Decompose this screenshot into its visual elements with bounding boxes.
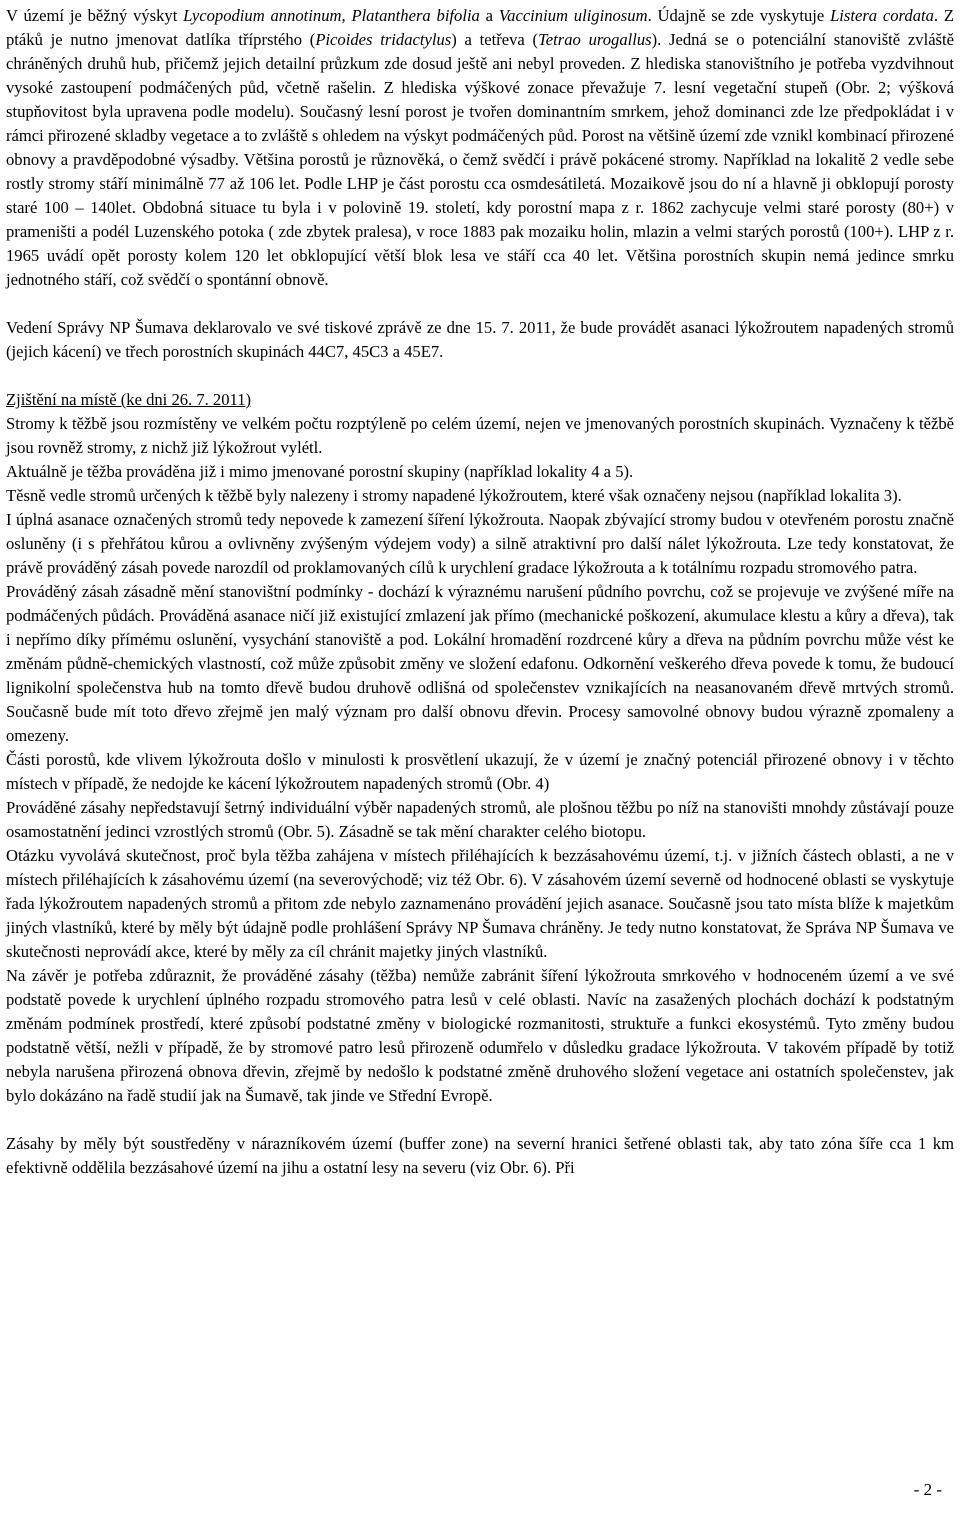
paragraph-habitat [6, 4, 954, 292]
paragraph-findings-2: Aktuálně je těžba prováděna již i mimo jmenované porostní skupiny (například lokality 4 a 5). [6, 462, 634, 481]
species-name: Lycopodium annotinum, Platanthera bifolia [183, 6, 480, 25]
paragraph-findings-8: Otázku vyvolává skutečnost, proč byla těžba zahájena v místech přiléhajících k bezzásahovému území, t.j. v jižních částech oblasti, a ne v místech přiléhajících k zásahovému území (na severovýchodě; viz též Obr. 6). V zásahovém území severně od hodnocené oblasti se vyskytuje řada lýkožroutem napadených stromů a přitom zde nebylo zaznamenáno provádění jejich asanace. Současně jsou tato místa blíže k majetkům jiných vlastníků, které by měly být údajně podle prohlášení Správy NP Šumava chráněny. Je tedy nutno konstatovat, že Správa NP Šumava ve skutečnosti neprovádí akce, které by měly za cíl chránit majetky jiných vlastníků. [6, 846, 954, 961]
text-run: . Údajně se zde vyskytuje [647, 6, 831, 25]
page-number: - 2 - [913, 1480, 942, 1499]
paragraph-press-release: Vedení Správy NP Šumava deklarovalo ve své tiskové zprávě ze dne 15. 7. 2011, že bude provádět asanaci lýkožroutem napadených stromů (jejich kácení) ve třech porostních skupinách 44C7, 45C3 a 45E7. [6, 318, 954, 361]
species-name: Picoides tridactylus [315, 30, 452, 49]
paragraph-findings-5: Prováděný zásah zásadně mění stanovištní podmínky - dochází k výraznému narušení půdního povrchu, což se projevuje ve zvýšené míře na podmáčených půdách. Prováděná asanace ničí již existující zmlazení jak přímo (mechanické poškození, akumulace klestu a kůry a dřeva), tak i nepřímo díky přímému oslunění, vysychání stanoviště a pod. Lokální hromadění rozdrcené kůry a dřeva na půdním povrchu může vést ke změnám půdně-chemických vlastností, což může způsobit změny ve složení edafonu. Odkornění veškerého dřeva povede k tomu, že budoucí lignikolní společenstva hub na tomto dřevě budou druhově odlišná od společenstev vznikajících na neasanovaném dřevě mrtvých stromů. Současně bude mít toto dřevo zřejmě jen malý význam pro další obnovu dřevin. Procesy samovolné obnovy budou výrazně zpomaleny a omezeny. [6, 582, 954, 745]
section-heading: Zjištění na místě (ke dni 26. 7. 2011) [6, 390, 252, 409]
text-run: a [479, 6, 499, 25]
text-run: . Z ptáků je nutno jmenovat datlíka tříprstého ( [6, 6, 955, 49]
species-name: Vaccinium uliginosum [498, 6, 648, 25]
paragraph-gap [6, 364, 954, 388]
text-run: V území je běžný výskyt [6, 6, 184, 25]
text-run: ) a tetřeva ( [451, 30, 539, 49]
paragraph-findings-1: Stromy k těžbě jsou rozmístěny ve velkém počtu rozptýleně po celém území, nejen ve jmenovaných porostních skupinách. Vyznačeny k těžbě jsou rovněž stromy, z nichž již lýkožrout vylétl. [6, 414, 954, 457]
paragraph-findings-7: Prováděné zásahy nepředstavují šetrný individuální výběr napadených stromů, ale plošnou těžbu po níž na stanovišti mnohdy zůstávají pouze osamostatnění jedinci vzrostlých stromů (Obr. 5). Zásadně se tak mění charakter celého biotopu. [6, 798, 954, 841]
paragraph-findings-3: Těsně vedle stromů určených k těžbě byly nalezeny i stromy napadené lýkožroutem, které však označeny nejsou (například lokalita 3). [6, 486, 902, 505]
paragraph-buffer-zone: Zásahy by měly být soustředěny v nárazníkovém území (buffer zone) na severní hranici šetřené oblasti tak, aby tato zóna šíře cca 1 km efektivně oddělila bezzásahové území na jihu a ostatní lesy na severu (viz Obr. 6). Při [6, 1134, 954, 1177]
paragraph-findings-6: Části porostů, kde vlivem lýkožrouta došlo v minulosti k prosvětlení ukazují, že v území je značný potenciál přirozené obnovy i v těchto místech v případě, že nedojde ke kácení lýkožroutem napadených stromů (Obr. 4) [6, 750, 954, 793]
paragraph-conclusion: Na závěr je potřeba zdůraznit, že prováděné zásahy (těžba) nemůže zabránit šíření lýkožrouta smrkového v hodnoceném území a ve své podstatě povede k urychlení úplného rozpadu stromového patra lesů v celé oblasti. Navíc na zasažených plochách dochází k podstatným změnám podmínek prostředí, které způsobí podstatné změny v biologické rozmanitosti, struktuře a funkci ekosystémů. Tyto změny budou podstatně větší, nežli v případě, že by stromové patro lesů přirozeně odumřelo v důsledku gradace lýkožrouta. V takovém případě by totiž nebyla narušena přirozená obnova dřevin, zřejmě by nedošlo k podstatné změně druhového složení vegetace ani ostatních společenstev, jak bylo dokázáno na řadě studií jak na Šumavě, tak jinde ve Střední Evropě. [6, 966, 954, 1105]
species-name: Listera cordata [830, 6, 934, 25]
paragraph-findings-4: I úplná asanace označených stromů tedy nepovede k zamezení šíření lýkožrouta. Naopak zbývající stromy budou v otevřeném porostu značně osluněny (i s přehřátou kůrou a ovlivněny zvýšeným výdejem vody) a silně atraktivní pro další nálet lýkožrouta. Lze tedy konstatovat, že právě prováděný zásah povede narozdíl od proklamovaných cílů k urychlení gradace lýkožrouta a k totálnímu rozpadu stromového patra. [6, 510, 954, 577]
paragraph-gap [6, 1108, 954, 1132]
species-name: Tetrao urogallus [538, 30, 652, 49]
text-run: ). Jedná se o potenciální stanoviště zvláště chráněných druhů hub, přičemž jejich detailní průzkum zde dosud ještě ani nebyl proveden. Z hlediska stanovištního je potřeba vyzdvihnout vysoké zastoupení podmáčených půd, včetně rašelin. Z hlediska výškové zonace převažuje 7. lesní vegetační stupeň (Obr. 2; výšková stupňovitost byla upravena podle modelu). Současný lesní porost je tvořen dominantním smrkem, jehož dominanci zde lze předpokládat i v rámci přirozené skladby vegetace a to zvláště s ohledem na výskyt podmáčených půd. Porost na většině území zde vznikl kombinací přirozené obnovy a pravděpodobné výsadby. Většina porostů je různověká, o čemž svědčí i právě pokácené stromy. Například na lokalitě 2 vedle sebe rostly stromy stáří minimálně 77 až 106 let. Podle LHP je část porostu cca osmdesátiletá. Mozaikově jsou do ní a hlavně ji obklopují porosty staré 100 – 140let. Obdobná situace tu byla i v polovině 19. století, kdy porostní mapa z r. 1862 zachycuje velmi staré porosty (80+) v prameništi a podél Luzenského potoka ( zde zbytek pralesa), v roce 1883 pak mozaiku holin, mlazin a velmi starých porostů (100+). LHP z r. 1965 uvádí opět porosty kolem 120 let obklopující větší blok lesa ve stáří cca 40 let. Většina porostních skupin nemá jedince smrku jednotného stáří, což svědčí o spontánní obnově. [6, 30, 954, 289]
paragraph-gap [6, 292, 954, 316]
